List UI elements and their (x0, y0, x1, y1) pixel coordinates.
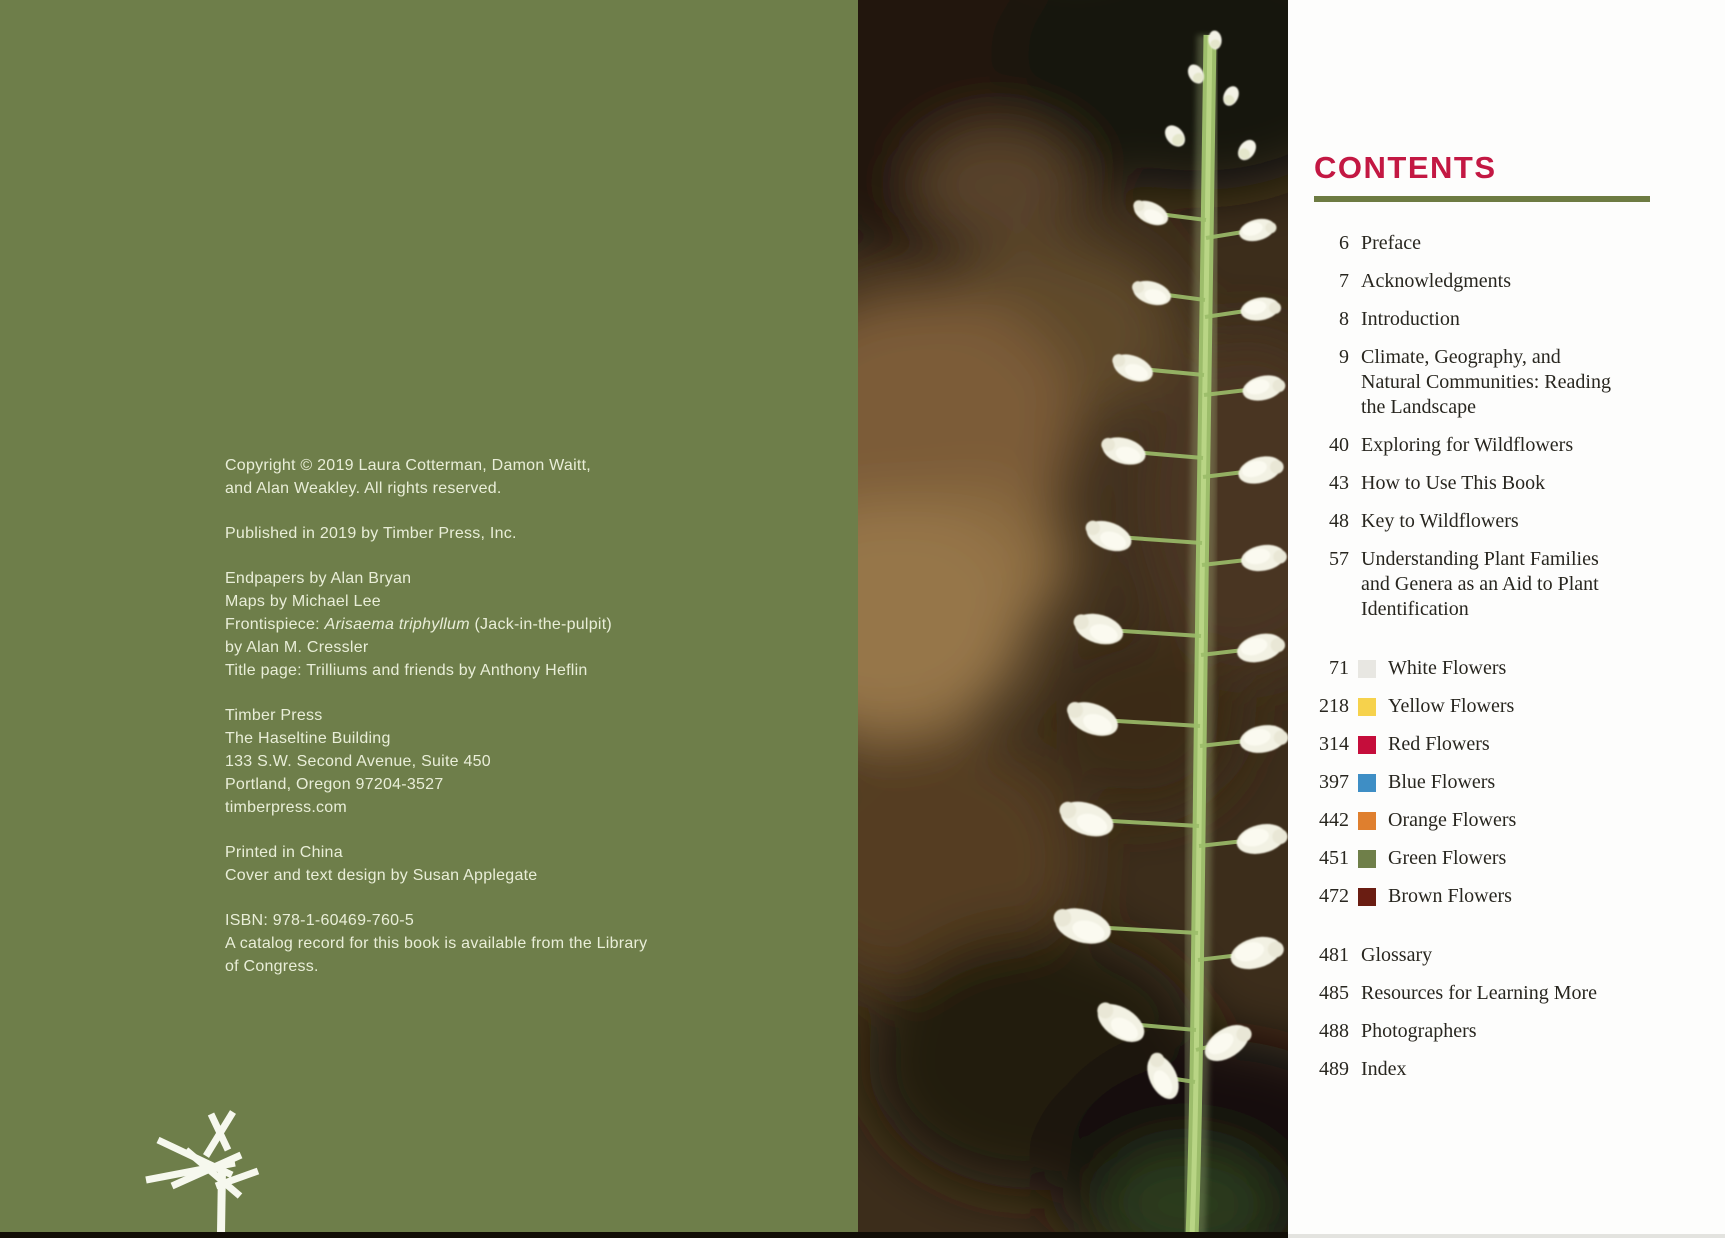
colophon-line: Title page: Trilliums and friends by Anthony Heflin (225, 662, 588, 679)
toc-entry[interactable] (1314, 981, 1714, 1006)
color-swatch-icon (1358, 698, 1376, 716)
colophon-block (225, 454, 647, 500)
colophon-line: 133 S.W. Second Avenue, Suite 450 (225, 753, 491, 770)
page-bottom-edge (1288, 1234, 1725, 1238)
color-swatch-icon (1358, 660, 1376, 678)
toc-page-number: 40 (1329, 434, 1349, 456)
toc-entry-title: Understanding Plant Families and Genera as an Aid to Plant Identification (1361, 548, 1599, 620)
colophon-block (225, 567, 647, 682)
colophon-line: Published in 2019 by Timber Press, Inc. (225, 525, 517, 542)
toc-entry[interactable] (1314, 307, 1714, 332)
contents-page (1288, 0, 1725, 1238)
toc-page-number: 397 (1319, 771, 1349, 793)
toc-page-number: 472 (1319, 885, 1349, 907)
toc-entry-title: Index (1361, 1058, 1407, 1080)
toc-page-number: 57 (1329, 548, 1349, 570)
toc-page-number: 9 (1339, 346, 1349, 368)
table-of-contents (1314, 231, 1714, 1082)
toc-entry[interactable] (1314, 509, 1714, 534)
toc-entry[interactable] (1314, 732, 1714, 757)
toc-entry[interactable] (1314, 770, 1714, 795)
color-swatch-icon (1358, 888, 1376, 906)
toc-entry-title: Climate, Geography, and Natural Communities: Reading the Landscape (1361, 346, 1611, 418)
toc-page-number: 6 (1339, 232, 1349, 254)
toc-entry-title: Orange Flowers (1388, 809, 1517, 831)
colophon-line: Portland, Oregon 97204-3527 (225, 776, 444, 793)
toc-entry-title: Resources for Learning More (1361, 982, 1598, 1004)
toc-entry[interactable] (1314, 345, 1714, 420)
toc-entry[interactable] (1314, 1019, 1714, 1044)
toc-entry-title: How to Use This Book (1361, 472, 1546, 494)
toc-entry[interactable] (1314, 1057, 1714, 1082)
toc-entry[interactable] (1314, 471, 1714, 496)
contents-rule (1314, 196, 1650, 202)
toc-entry-title: Red Flowers (1388, 733, 1490, 755)
colophon-block (225, 522, 647, 545)
toc-entry-title: Key to Wildflowers (1361, 510, 1519, 532)
colophon-line: by Alan M. Cressler (225, 639, 369, 656)
toc-page-number: 71 (1329, 657, 1349, 679)
toc-entry-title: Brown Flowers (1388, 885, 1512, 907)
toc-entry-title: Acknowledgments (1361, 270, 1511, 292)
toc-entry-title: Yellow Flowers (1388, 695, 1515, 717)
toc-page-number: 489 (1319, 1058, 1349, 1080)
toc-entry[interactable] (1314, 269, 1714, 294)
frontispiece-photo (858, 0, 1288, 1238)
toc-page-number: 8 (1339, 308, 1349, 330)
colophon-block (225, 909, 647, 978)
color-swatch-icon (1358, 812, 1376, 830)
colophon-line: timberpress.com (225, 799, 347, 816)
colophon-line: Copyright © 2019 Laura Cotterman, Damon Waitt, (225, 457, 591, 474)
toc-entry-title: Preface (1361, 232, 1421, 254)
toc-entry[interactable] (1314, 231, 1714, 256)
contents-heading: CONTENTS (1314, 150, 1497, 185)
color-swatch-icon (1358, 736, 1376, 754)
color-swatch-icon (1358, 774, 1376, 792)
toc-entry-title: Blue Flowers (1388, 771, 1496, 793)
toc-page-number: 7 (1339, 270, 1349, 292)
colophon-line: A catalog record for this book is available from the Library (225, 935, 648, 952)
timber-press-logo-icon (138, 1095, 273, 1238)
toc-entry-title: Photographers (1361, 1020, 1477, 1042)
colophon-line: Printed in China (225, 844, 343, 861)
colophon-line: of Congress. (225, 958, 319, 975)
toc-back-matter (1314, 943, 1714, 1082)
toc-entry[interactable] (1314, 656, 1714, 681)
colophon-line: ISBN: 978-1-60469-760-5 (225, 912, 414, 929)
toc-entry[interactable] (1314, 433, 1714, 458)
colophon-line: and Alan Weakley. All rights reserved. (225, 480, 502, 497)
toc-entry[interactable] (1314, 808, 1714, 833)
copyright-page (0, 0, 858, 1238)
toc-entry[interactable] (1314, 846, 1714, 871)
toc-entry[interactable] (1314, 943, 1714, 968)
flower-photo-illustration (858, 0, 1288, 1238)
colophon-block (225, 841, 647, 887)
toc-entry[interactable] (1314, 884, 1714, 909)
toc-page-number: 481 (1319, 944, 1349, 966)
colophon-line: The Haseltine Building (225, 730, 391, 747)
toc-entry-title: White Flowers (1388, 657, 1507, 679)
toc-front-matter (1314, 231, 1714, 622)
page-bottom-shadow (0, 1232, 1288, 1238)
colophon-line: Frontispiece: Arisaema triphyllum (Jack-in-the-pulpit) (225, 616, 612, 633)
toc-page-number: 314 (1319, 733, 1349, 755)
toc-page-number: 451 (1319, 847, 1349, 869)
colophon-line: Timber Press (225, 707, 323, 724)
toc-entry[interactable] (1314, 694, 1714, 719)
color-swatch-icon (1358, 850, 1376, 868)
colophon (225, 454, 647, 1000)
toc-page-number: 48 (1329, 510, 1349, 532)
toc-entry[interactable] (1314, 547, 1714, 622)
toc-page-number: 488 (1319, 1020, 1349, 1042)
colophon-line: Maps by Michael Lee (225, 593, 381, 610)
toc-page-number: 442 (1319, 809, 1349, 831)
toc-entry-title: Introduction (1361, 308, 1460, 330)
colophon-line: Endpapers by Alan Bryan (225, 570, 412, 587)
toc-page-number: 485 (1319, 982, 1349, 1004)
toc-page-number: 218 (1319, 695, 1349, 717)
colophon-line: Cover and text design by Susan Applegate (225, 867, 538, 884)
toc-color-sections (1314, 656, 1714, 909)
toc-page-number: 43 (1329, 472, 1349, 494)
toc-entry-title: Glossary (1361, 944, 1433, 966)
colophon-block (225, 704, 647, 819)
toc-entry-title: Exploring for Wildflowers (1361, 434, 1574, 456)
toc-entry-title: Green Flowers (1388, 847, 1507, 869)
